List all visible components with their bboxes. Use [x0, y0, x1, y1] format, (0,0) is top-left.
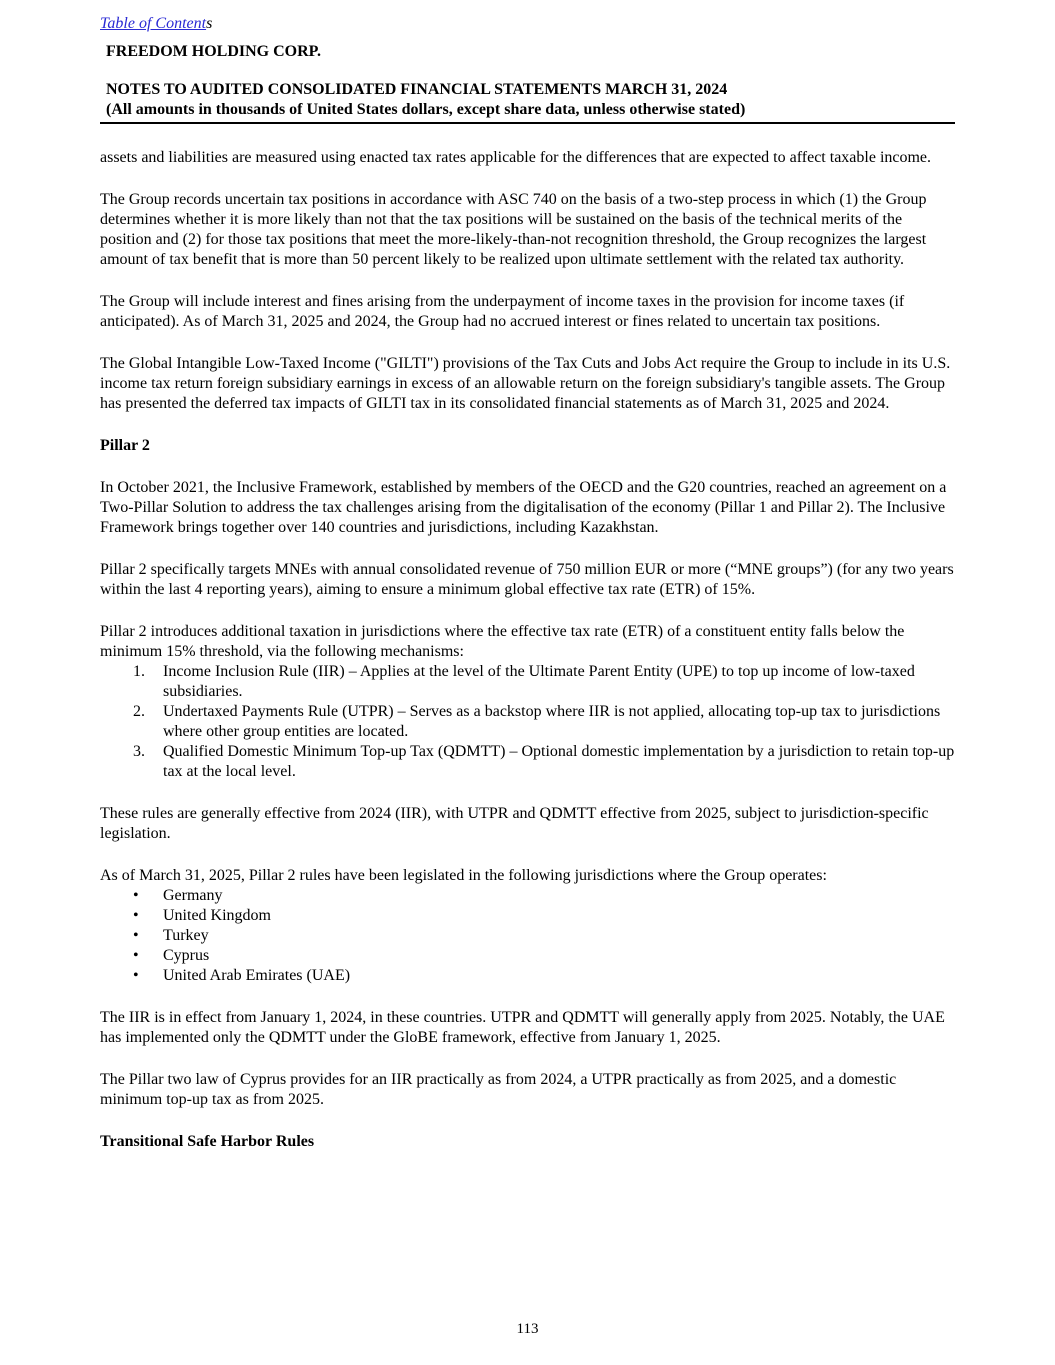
list-item-text: Cyprus	[163, 947, 210, 964]
page-number: 113	[516, 1321, 539, 1337]
section-heading-safe-harbor: Transitional Safe Harbor Rules	[100, 1133, 315, 1150]
list-item-number: 1.	[133, 663, 145, 680]
paragraph-cyprus: The Pillar two law of Cyprus provides for an IIR practically as from 2024, a UTPR practically as from 2025, and a domestic minimum top-up tax as from 2025.	[100, 1071, 897, 1108]
list-item	[100, 966, 955, 986]
document-subtitle: (All amounts in thousands of United States dollars, except share data, unless otherwise stated)	[106, 101, 746, 118]
table-of-contents-link[interactable]: Table of Content	[100, 15, 207, 32]
paragraph-mne-targets: Pillar 2 specifically targets MNEs with annual consolidated revenue of 750 million EUR or more (“MNE groups”) (for any two years within the last 4 reporting years), aiming to ensure a minimum global effective tax rate (ETR) of 15%.	[100, 561, 954, 598]
list-item-text: United Kingdom	[163, 907, 271, 924]
list-item	[100, 926, 955, 946]
list-item-number: 2.	[133, 703, 145, 720]
bullet-icon: •	[133, 907, 139, 924]
section-heading-pillar2: Pillar 2	[100, 437, 150, 454]
list-item	[100, 946, 955, 966]
list-item	[100, 906, 955, 926]
bullet-icon: •	[133, 887, 139, 904]
list-item-number: 3.	[133, 743, 145, 760]
toc-link-suffix: s	[206, 15, 213, 32]
list-item	[100, 702, 955, 742]
list-item-text: Qualified Domestic Minimum Top-up Tax (QDMTT) – Optional domestic implementation by a jurisdiction to retain top-up tax at the local level.	[163, 743, 955, 780]
list-item	[100, 662, 955, 702]
bullet-list-jurisdictions	[100, 886, 955, 986]
paragraph-asc740: The Group records uncertain tax positions in accordance with ASC 740 on the basis of a two-step process in which (1) the Group determines whether it is more likely than not that the tax positions will be sustained on the basis of the technical merits of the position and (2) for those tax positions that meet the more-likely-than-not recognition threshold, the Group recognizes the largest amount of tax benefit that is more than 50 percent likely to be realized upon ultimate settlement with the related tax authority.	[100, 191, 927, 268]
list-item-text: United Arab Emirates (UAE)	[163, 967, 351, 984]
list-item	[100, 886, 955, 906]
paragraph-iir-effect: The IIR is in effect from January 1, 2024, in these countries. UTPR and QDMTT will generally apply from 2025. Notably, the UAE has implemented only the QDMTT under the GloBE framework, effective from January 1, 2025.	[100, 1009, 945, 1046]
paragraph-interest-fines: The Group will include interest and fines arising from the underpayment of income taxes in the provision for income taxes (if anticipated). As of March 31, 2025 and 2024, the Group had no accrued interest or fines related to uncertain tax positions.	[100, 293, 905, 330]
bullet-icon: •	[133, 967, 139, 984]
paragraph-mechanisms-intro: Pillar 2 introduces additional taxation in jurisdictions where the effective tax rate (ETR) of a constituent entity falls below the minimum 15% threshold, via the following mechanisms:	[100, 623, 905, 660]
paragraph-tax-rates: assets and liabilities are measured using enacted tax rates applicable for the differences that are expected to affect taxable income.	[100, 149, 932, 166]
document-body	[100, 148, 955, 1152]
document-title: NOTES TO AUDITED CONSOLIDATED FINANCIAL STATEMENTS MARCH 31, 2024	[106, 81, 728, 98]
numbered-list-mechanisms	[100, 662, 955, 782]
paragraph-rules-effective: These rules are generally effective from 2024 (IIR), with UTPR and QDMTT effective from 2025, subject to jurisdiction-specific legislation.	[100, 805, 929, 842]
header-divider	[100, 122, 955, 124]
paragraph-inclusive-framework: In October 2021, the Inclusive Framework, established by members of the OECD and the G20 countries, reached an agreement on a Two-Pillar Solution to address the tax challenges arising from the digitalisation of the economy (Pillar 1 and Pillar 2). The Inclusive Framework brings together over 140 countries and jurisdictions, including Kazakhstan.	[100, 479, 947, 536]
bullet-icon: •	[133, 947, 139, 964]
list-item	[100, 742, 955, 782]
company-name: FREEDOM HOLDING CORP.	[106, 43, 321, 60]
bullet-icon: •	[133, 927, 139, 944]
paragraph-jurisdictions-intro: As of March 31, 2025, Pillar 2 rules have been legislated in the following jurisdictions where the Group operates:	[100, 867, 827, 884]
list-item-text: Turkey	[163, 927, 209, 944]
paragraph-gilti: The Global Intangible Low-Taxed Income ("GILTI") provisions of the Tax Cuts and Jobs Act require the Group to include in its U.S. income tax return foreign subsidiary earnings in excess of an allowable return on the foreign subsidiary's tangible assets. The Group has presented the deferred tax impacts of GILTI tax in its consolidated financial statements as of March 31, 2025 and 2024.	[100, 355, 951, 412]
breadcrumb	[100, 14, 955, 34]
list-item-text: Germany	[163, 887, 223, 904]
list-item-text: Income Inclusion Rule (IIR) – Applies at the level of the Ultimate Parent Entity (UPE) to top up income of low-taxed subsidiaries.	[163, 663, 915, 700]
list-item-text: Undertaxed Payments Rule (UTPR) – Serves as a backstop where IIR is not applied, allocating top-up tax to jurisdictions where other group entities are located.	[163, 703, 941, 740]
